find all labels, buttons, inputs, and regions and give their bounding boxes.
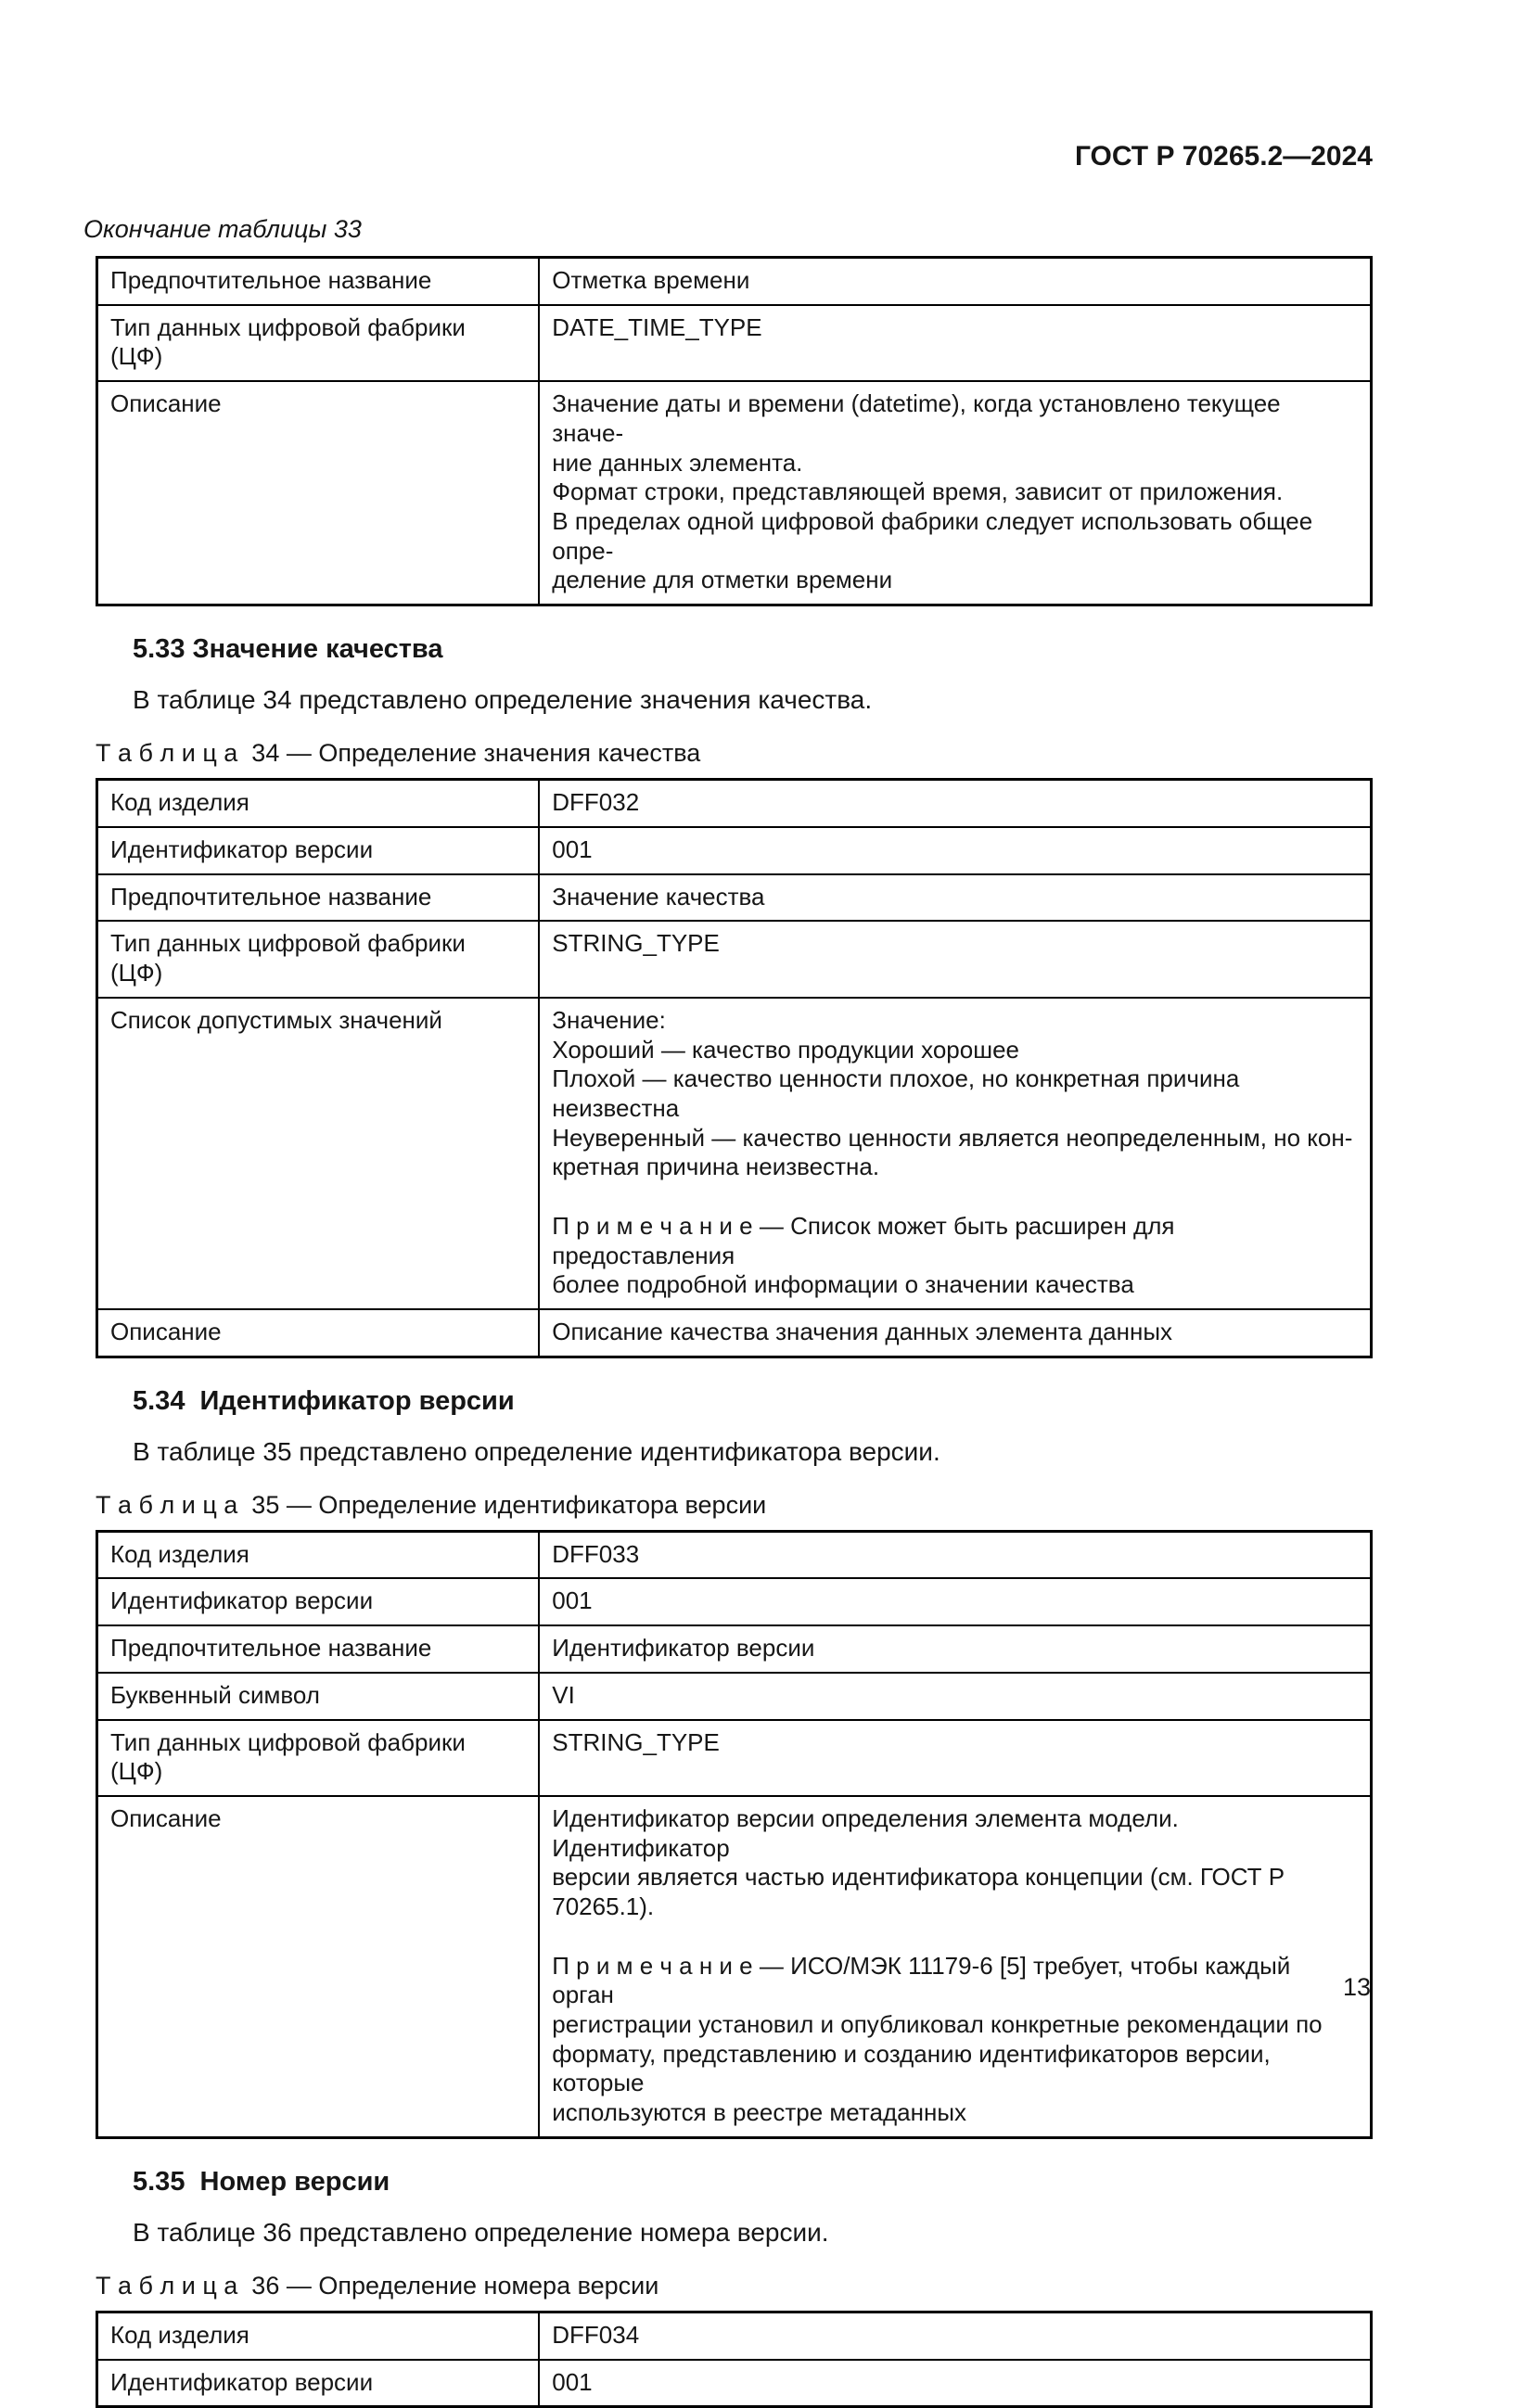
table-row	[97, 381, 1372, 605]
row-value: DFF034	[539, 2312, 1371, 2359]
row-value: DFF033	[539, 1531, 1371, 1578]
definition-table-34	[96, 778, 1373, 1358]
row-value: Идентификатор версии	[539, 1625, 1371, 1673]
table-row	[97, 780, 1372, 827]
table-row	[97, 1720, 1372, 1796]
row-label: Тип данных цифровой фабрики (ЦФ)	[97, 921, 540, 997]
row-label: Идентификатор версии	[97, 1578, 540, 1625]
row-value: 001	[539, 827, 1371, 874]
table-row	[97, 2312, 1372, 2359]
table36-caption: Т а б л и ц а 36 — Определение номера версии	[96, 2271, 659, 2300]
row-label: Описание	[97, 381, 540, 605]
row-label: Описание	[97, 1796, 540, 2137]
row-label: Буквенный символ	[97, 1673, 540, 1720]
row-value: DFF032	[539, 780, 1371, 827]
table-row	[97, 1578, 1372, 1625]
row-value: Значение качества	[539, 874, 1371, 922]
definition-table-35	[96, 1530, 1373, 2139]
row-label: Предпочтительное название	[97, 258, 540, 305]
table-row	[97, 2360, 1372, 2407]
row-value: DATE_TIME_TYPE	[539, 305, 1371, 381]
table-row	[97, 921, 1372, 997]
row-label: Описание	[97, 1309, 540, 1357]
section-intro-5-34: В таблице 35 представлено определение идентификатора версии.	[133, 1436, 940, 1466]
table-row	[97, 1673, 1372, 1720]
row-label: Код изделия	[97, 780, 540, 827]
section-intro-5-35: В таблице 36 представлено определение номера версии.	[133, 2217, 829, 2247]
section-heading-5-35: 5.35 Номер версии	[133, 2166, 390, 2197]
row-value: Значение даты и времени (datetime), когда установлено текущее значе- ние данных элемента. Формат строки, представляющей время, зависит от приложения. В пределах одной цифровой фабрики следует использовать общее опре- деление для отметки времени	[539, 381, 1371, 605]
row-label: Код изделия	[97, 2312, 540, 2359]
table-row	[97, 1531, 1372, 1578]
row-label: Список допустимых значений	[97, 998, 540, 1309]
table-row	[97, 305, 1372, 381]
row-label: Предпочтительное название	[97, 1625, 540, 1673]
table-row	[97, 874, 1372, 922]
row-label: Идентификатор версии	[97, 2360, 540, 2407]
section-heading-5-33: 5.33 Значение качества	[133, 634, 443, 665]
row-label: Идентификатор версии	[97, 827, 540, 874]
row-value: Значение: Хороший — качество продукции хорошее Плохой — качество ценности плохое, но конкретная причина неизвестна Неуверенный — качество ценности является неопределенным, но кон- кретная причина неизвестна. П р и м е ч а н и е — Список может быть расширен для предоставления более подробной информации о значении качества	[539, 998, 1371, 1309]
row-label: Тип данных цифровой фабрики (ЦФ)	[97, 305, 540, 381]
table-row	[97, 1796, 1372, 2137]
row-value: STRING_TYPE	[539, 921, 1371, 997]
page-number: 13	[1342, 1973, 1371, 2001]
table33-continuation-caption: Окончание таблицы 33	[83, 215, 362, 243]
row-value: STRING_TYPE	[539, 1720, 1371, 1796]
row-value: VI	[539, 1673, 1371, 1720]
row-value: Описание качества значения данных элемента данных	[539, 1309, 1371, 1357]
row-value: 001	[539, 1578, 1371, 1625]
table-row	[97, 998, 1372, 1309]
table-row	[97, 1625, 1372, 1673]
row-value: 001	[539, 2360, 1371, 2407]
row-value: Идентификатор версии определения элемента модели. Идентификатор версии является частью идентификатора концепции (см. ГОСТ Р 70265.1). П р и м е ч а н и е — ИСО/МЭК 11179-6 [5] требует, чтобы каждый орган регистрации установил и опубликовал конкретные рекомендации по формату, представлению и созданию идентификаторов версии, которые используются в реестре метаданных	[539, 1796, 1371, 2137]
table-row	[97, 258, 1372, 305]
table35-caption: Т а б л и ц а 35 — Определение идентификатора версии	[96, 1490, 767, 1519]
row-value: Отметка времени	[539, 258, 1371, 305]
table34-caption: Т а б л и ц а 34 — Определение значения качества	[96, 739, 701, 768]
row-label: Предпочтительное название	[97, 874, 540, 922]
row-label: Тип данных цифровой фабрики (ЦФ)	[97, 1720, 540, 1796]
document-code-header: ГОСТ Р 70265.2—2024	[1074, 141, 1373, 172]
table-row	[97, 827, 1372, 874]
section-intro-5-33: В таблице 34 представлено определение значения качества.	[133, 685, 873, 715]
definition-table-36	[96, 2311, 1373, 2408]
table-row	[97, 1309, 1372, 1357]
row-label: Код изделия	[97, 1531, 540, 1578]
section-heading-5-34: 5.34 Идентификатор версии	[133, 1385, 515, 1416]
definition-table-33-end	[96, 256, 1373, 606]
